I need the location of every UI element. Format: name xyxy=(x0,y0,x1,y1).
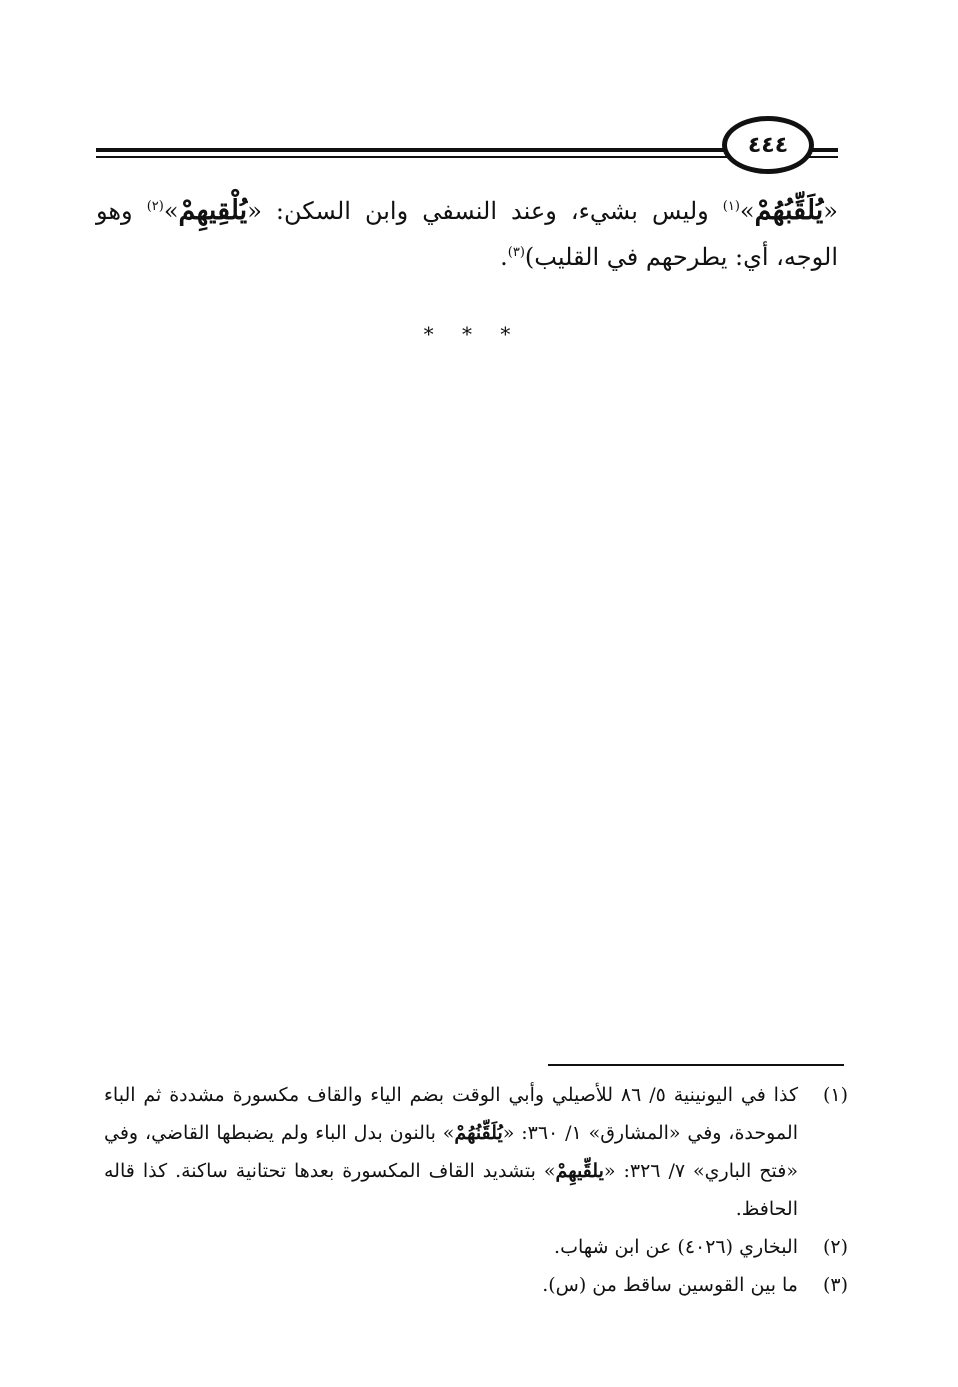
footnotes xyxy=(104,1076,848,1304)
footnote-ref-3[interactable]: (٣) xyxy=(507,245,525,260)
main-text-end: وهو الوجه، أي: يطرحهم في القليب) xyxy=(96,197,838,271)
footnote-ref-1[interactable]: (١) xyxy=(722,199,740,214)
footnote-1 xyxy=(104,1076,848,1228)
main-text-middle: وليس بشيء، وعند النسفي وابن السكن: xyxy=(261,197,723,225)
footnote-text: ما بين القوسين ساقط من (س). xyxy=(542,1274,798,1296)
page-number: ٤٤٤ xyxy=(722,116,814,174)
main-text xyxy=(96,188,838,280)
footnote-number: (٣) xyxy=(822,1274,848,1296)
footnote-3 xyxy=(104,1266,848,1304)
footnote-keyword: يُلَقِّنُهُمْ xyxy=(454,1122,503,1144)
quote-open: « xyxy=(823,197,838,225)
quote-open: « xyxy=(247,197,262,225)
footnote-2 xyxy=(104,1228,848,1266)
main-text-period: . xyxy=(500,243,508,271)
footnote-text: البخاري (٤٠٢٦) عن ابن شهاب. xyxy=(554,1236,798,1258)
footnote-number: (١) xyxy=(822,1084,848,1106)
footnote-text-part: » بتشديد القاف المكسورة بعدها تحتانية ساكنة. كذا قاله الحافظ. xyxy=(104,1160,798,1220)
keyword-yulqihim: يُلْقِيهِمْ xyxy=(178,195,248,226)
footnote-keyword: يلقِّيهِمْ xyxy=(555,1160,604,1182)
quote-close: » xyxy=(739,197,755,225)
footnote-number: (٢) xyxy=(822,1236,848,1258)
footnote-ref-2[interactable]: (٢) xyxy=(146,199,164,214)
main-paragraph xyxy=(96,188,838,280)
footnote-text-part: كذا في اليونينية ٥/ ٨٦ للأصيلي وأبي الوقت بضم الياء والقاف مكسورة مشددة ثم الباء الموحدة، وفي «المشارق» ١/ ٣٦٠: « xyxy=(104,1084,798,1144)
footnote-text xyxy=(104,1076,798,1228)
keyword-yulaqqibuhum: يُلَقِّبُهُمْ xyxy=(754,195,824,226)
footnote-text-part: » بالنون بدل الباء ولم يضبطها القاضي، وفي «فتح الباري» ٧/ ٣٢٦: « xyxy=(104,1122,798,1182)
section-separator: * * * xyxy=(423,322,511,346)
footnote-rule xyxy=(548,1064,844,1066)
quote-close: » xyxy=(163,197,179,225)
